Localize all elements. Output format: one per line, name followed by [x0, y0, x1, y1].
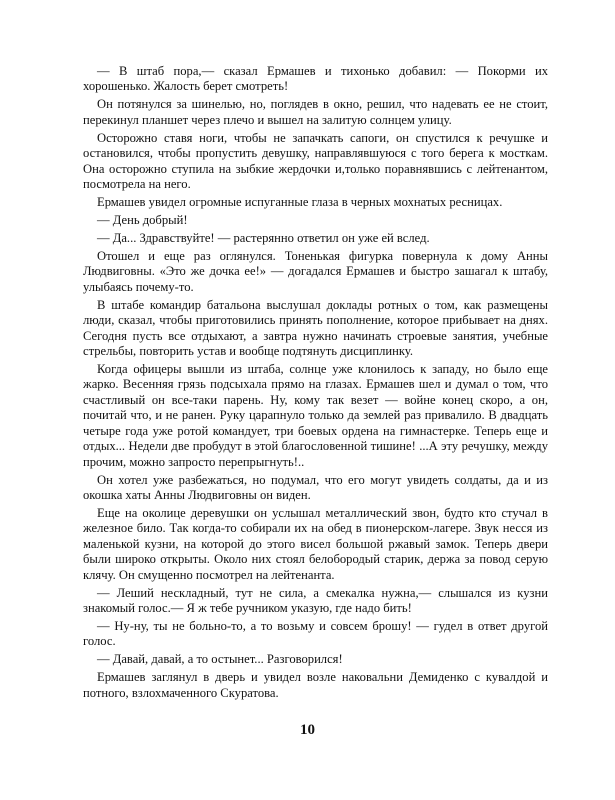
page-number: 10: [300, 722, 315, 738]
paragraph: Еще на околице деревушки он услышал металлический звон, будто кто стучал в железное било. Так когда-то собирали их на обед в пионерском-лагере. Звук несся из маленькой кузни, на которой до этого висел большой ржавый замок. Теперь двери были широко открыты. Около них стоял белобородый старик, держа за повод серую клячу. Он смущенно посмотрел на лейтенанта.: [83, 505, 548, 582]
paragraph: Ермашев заглянул в дверь и увидел возле наковальни Демиденко с кувалдой и потного, взлохмаченного Скуратова.: [83, 670, 548, 700]
paragraph: Он хотел уже разбежаться, но подумал, что его могут увидеть солдаты, да и из окошка хаты Анны Людвиговны он виден.: [83, 472, 548, 502]
paragraph: — Ну-ну, ты не больно-то, а то возьму и совсем брошу! — гудел в ответ другой голос.: [83, 618, 548, 649]
paragraph: В штабе командир батальона выслушал доклады ротных о том, как размещены люди, сказал, чтобы приготовились принять пополнение, которое прибывает на днях. Сегодня пусть все отдыхают, а завтра нужно начинать строевые занятия, учебные стрельбы, повторить устав и вообще подтянуть дисциплинку.: [83, 297, 548, 359]
paragraph: — Леший нескладный, тут не сила, а смекалка нужна,— слышался из кузни знакомый голос.— Я ж тебе ручником указую, где надо бить!: [83, 585, 548, 615]
body-text: [83, 64, 548, 701]
paragraph: Отошел и еще раз оглянулся. Тоненькая фигурка повернула к дому Анны Людвиговны. «Это же дочка ее!» — догадался Ермашев и быстро зашагал к штабу, улыбаясь почему-то.: [83, 249, 548, 294]
paragraph: Он потянулся за шинелью, но, поглядев в окно, решил, что надевать ее не стоит, перекинул планшет через плечо и вышел на залитую солнцем улицу.: [83, 97, 548, 127]
paragraph: Когда офицеры вышли из штаба, солнце уже клонилось к западу, но было еще жарко. Весенняя грязь подсыхала прямо на глазах. Ермашев шел и думал о том, что счастливый он все-таки парень. Ну, кому так везет — войне конец скоро, а он, почитай что, и не ранен. Руку царапнуло только да землей раз привалило. В двадцать четыре года уже ротой командует, три боевых ордена на гимнастерке. Теперь еще и отдых... Недели две пробудут в этой благословенной тишине! ...А эту речушку, между прочим, можно запросто перепрыгнуть!..: [83, 362, 548, 469]
paragraph: — Да... Здравствуйте! — растерянно ответил он уже ей вслед.: [97, 231, 430, 246]
paragraph: — В штаб пора,— сказал Ермашев и тихонько добавил: — Покорми их хорошенько. Жалость берет смотреть!: [83, 64, 548, 94]
paragraph: — Давай, давай, а то остынет... Разговорился!: [97, 652, 343, 667]
paragraph: — День добрый!: [97, 213, 188, 228]
paragraph: Ермашев увидел огромные испуганные глаза в черных мохнатых ресницах.: [97, 195, 503, 210]
paragraph: Осторожно ставя ноги, чтобы не запачкать сапоги, он спустился к речушке и остановился, чтобы пропустить девушку, направлявшуюся с того берега к мосткам. Она осторожно ступила на зыбкие жердочки и,только поравнявшись с лейтенантом, посмотрела на него.: [83, 130, 548, 192]
